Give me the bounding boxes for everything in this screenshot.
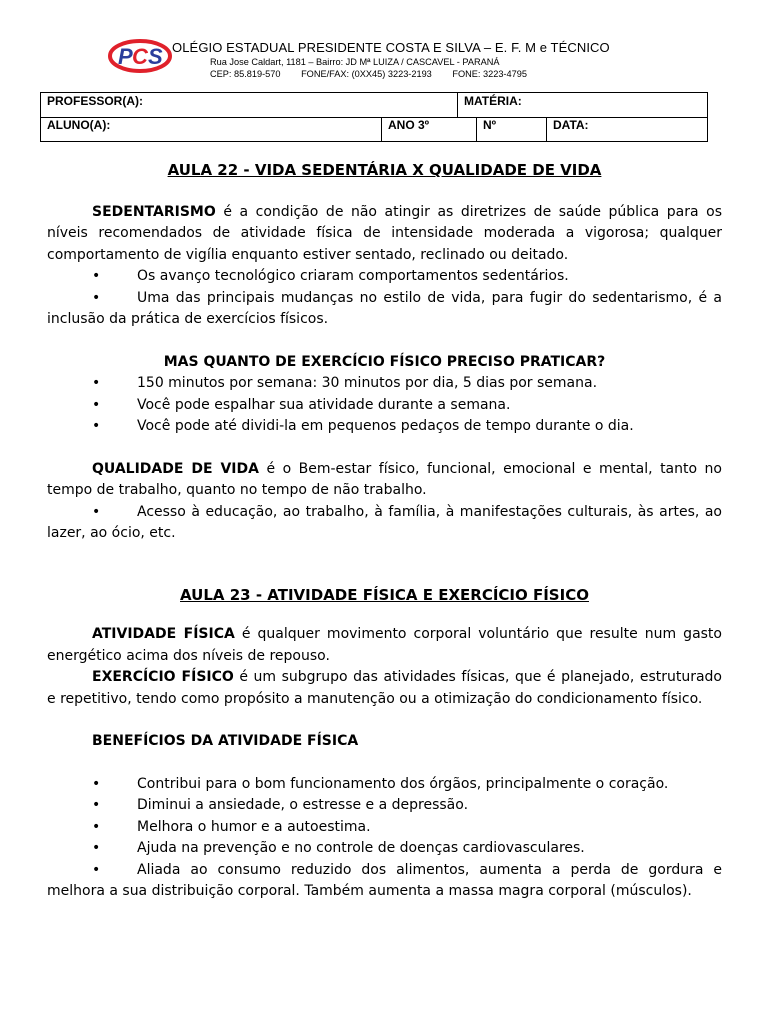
bullet-icon: • <box>92 268 101 284</box>
materia-field[interactable]: MATÉRIA: <box>457 93 707 117</box>
atividade-term: ATIVIDADE FÍSICA <box>92 626 235 642</box>
sedentarismo-term: SEDENTARISMO <box>92 203 216 220</box>
school-header <box>108 36 628 84</box>
svg-text:C: C <box>132 44 148 69</box>
exercise-bullets <box>47 373 722 438</box>
list-item: • Acesso à educação, ao trabalho, à família, à manifestações culturais, às artes, ao lazer, ao ócio, etc. <box>47 503 722 541</box>
school-name: OLÉGIO ESTADUAL PRESIDENTE COSTA E SILVA – E. F. M e TÉCNICO <box>172 40 610 55</box>
qualidade-paragraph <box>47 459 722 502</box>
qualidade-bullets <box>47 502 722 545</box>
school-contacts <box>210 69 545 79</box>
bullet-icon: • <box>92 797 101 813</box>
exercicio-text: é um subgrupo das atividades físicas, que é planejado, estruturado e repetitivo, tendo como propósito a manutenção ou a otimização do condicionamento físico. <box>47 669 723 707</box>
sedentarismo-paragraph <box>47 202 722 267</box>
aula23-title: AULA 23 - ATIVIDADE FÍSICA E EXERCÍCIO FÍSICO <box>180 585 589 604</box>
list-item: • Você pode espalhar sua atividade durante a semana. <box>47 395 722 417</box>
numero-field[interactable]: Nº <box>476 117 546 141</box>
list-item: • Ajuda na prevenção e no controle de doenças cardiovasculares. <box>47 838 722 860</box>
qualidade-text: é o Bem-estar físico, funcional, emocional e mental, tanto no tempo de trabalho, quanto no tempo de não trabalho. <box>47 460 722 498</box>
atividade-paragraph <box>47 624 722 667</box>
bullet-icon: • <box>92 375 101 391</box>
list-item: • Diminui a ansiedade, o estresse e a depressão. <box>47 795 722 817</box>
bullet-icon: • <box>92 289 101 306</box>
sedentarismo-bullets <box>47 266 722 331</box>
exercicio-term: EXERCÍCIO FÍSICO <box>92 669 234 685</box>
exercicio-paragraph <box>47 667 722 710</box>
list-item: • Melhora o humor e a autoestima. <box>47 817 722 839</box>
student-info-table <box>40 92 708 142</box>
aluno-field[interactable]: ALUNO(A): <box>47 118 111 132</box>
professor-field[interactable]: PROFESSOR(A): <box>47 94 143 108</box>
school-fone-fax: FONE/FAX: (0XX45) 3223-2193 <box>301 69 432 79</box>
sedentarismo-text: é a condição de não atingir as diretrizes de saúde pública para os níveis recomendados de atividade física de intensidade moderada a vigorosa; qualquer comportamento de vigília enquanto estiver sentado, reclinado ou deitado. <box>47 203 722 263</box>
school-fone: FONE: 3223-4795 <box>452 69 527 79</box>
bullet-icon: • <box>92 503 101 520</box>
list-item: • Contribui para o bom funcionamento dos órgãos, principalmente o coração. <box>47 774 722 796</box>
school-logo <box>108 38 172 74</box>
svg-text:P: P <box>118 44 133 69</box>
bullet-icon: • <box>92 396 101 413</box>
ano-field[interactable]: ANO 3º <box>381 117 476 141</box>
bullet-icon: • <box>92 418 101 434</box>
data-field[interactable]: DATA: <box>546 117 707 141</box>
info-row-1 <box>41 93 707 118</box>
list-item: • Você pode até dividi-la em pequenos pedaços de tempo durante o dia. <box>47 416 722 438</box>
bullet-icon: • <box>92 861 101 878</box>
qualidade-term: QUALIDADE DE VIDA <box>92 460 259 477</box>
aula22-title: AULA 22 - VIDA SEDENTÁRIA X QUALIDADE DE VIDA <box>167 161 602 179</box>
exercise-question-heading: MAS QUANTO DE EXERCÍCIO FÍSICO PRECISO PRATICAR? <box>163 353 606 370</box>
list-item: • Uma das principais mudanças no estilo de vida, para fugir do sedentarismo, é a inclusão da prática de exercícios físicos. <box>47 289 722 327</box>
beneficios-bullets <box>47 774 722 903</box>
atividade-text: é qualquer movimento corporal voluntário que resulte num gasto energético acima dos níveis de repouso. <box>47 626 722 664</box>
list-item: • Aliada ao consumo reduzido dos alimentos, aumenta a perda de gordura e melhora a sua distribuição corporal. Também aumenta a massa magra corporal (músculos). <box>47 861 722 899</box>
bullet-icon: • <box>92 818 101 835</box>
school-address: Rua Jose Caldart, 1181 – Bairro: JD Mª LUIZA / CASCAVEL - PARANÁ <box>210 57 500 67</box>
beneficios-heading: BENEFÍCIOS DA ATIVIDADE FÍSICA <box>92 733 359 749</box>
school-cep: CEP: 85.819-570 <box>210 69 281 79</box>
list-item: • 150 minutos por semana: 30 minutos por dia, 5 dias por semana. <box>47 373 722 395</box>
svg-text:S: S <box>148 44 163 69</box>
document-body <box>47 160 722 903</box>
info-row-2 <box>41 117 707 141</box>
list-item: • Os avanço tecnológico criaram comportamentos sedentários. <box>47 266 722 288</box>
bullet-icon: • <box>92 840 101 856</box>
bullet-icon: • <box>92 775 101 792</box>
